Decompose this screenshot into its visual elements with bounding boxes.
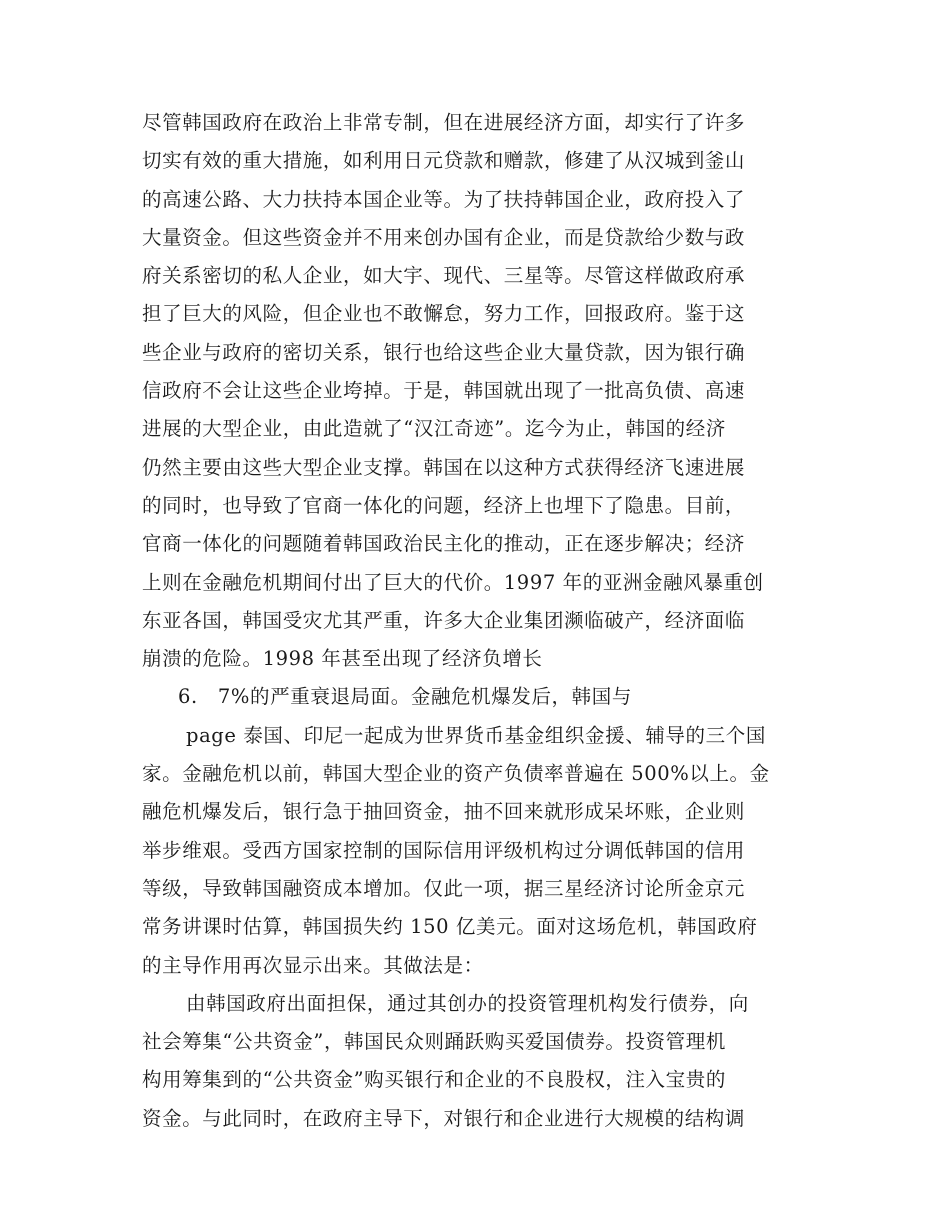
text-line: 等级，导致韩国融资成本增加。仅此一项，据三星经济讨论所金京元 <box>142 876 746 900</box>
text-line: 大量资金。但这些资金并不用来创办国有企业，而是贷款给少数与政 <box>142 225 746 249</box>
text-line: 官商一体化的问题随着韩国政治民主化的推动，正在逐步解决；经济 <box>142 532 746 556</box>
text-line: 举步维艰。受西方国家控制的国际信用评级机构过分调低韩国的信用 <box>142 838 746 862</box>
paragraph-start-line: 由韩国政府出面担保，通过其创办的投资管理机构发行债券，向 <box>186 991 749 1015</box>
numbered-line: 6. 7%的严重衰退局面。金融危机爆发后，韩国与 <box>178 685 632 709</box>
text-line: 崩溃的危险。1998 年甚至出现了经济负增长 <box>142 647 543 671</box>
text-line: 担了巨大的风险，但企业也不敢懈怠，努力工作，回报政府。鉴于这 <box>142 302 746 326</box>
text-line: 家。金融危机以前，韩国大型企业的资产负债率普遍在 500%以上。金 <box>142 762 770 786</box>
text-line: 仍然主要由这些大型企业支撑。韩国在以这种方式获得经济飞速进展 <box>142 455 746 479</box>
text-line: 资金。与此同时，在政府主导下，对银行和企业进行大规模的结构调 <box>142 1106 746 1130</box>
text-line: 构用筹集到的“公共资金”购买银行和企业的不良股权，注入宝贵的 <box>142 1068 726 1092</box>
text-line: 切实有效的重大措施，如利用日元贷款和赠款，修建了从汉城到釜山 <box>142 149 746 173</box>
text-line: 上则在金融危机期间付出了巨大的代价。1997 年的亚洲金融风暴重创 <box>142 570 764 594</box>
text-line: 的高速公路、大力扶持本国企业等。为了扶持韩国企业，政府投入了 <box>142 187 746 211</box>
text-line: 的同时，也导致了官商一体化的问题，经济上也埋下了隐患。目前， <box>142 493 746 517</box>
text-line: 进展的大型企业，由此造就了“汉江奇迹”。迄今为止，韩国的经济 <box>142 417 726 441</box>
text-line: 常务讲课时估算，韩国损失约 150 亿美元。面对这场危机，韩国政府 <box>142 915 758 939</box>
text-line: 社会筹集“公共资金”，韩国民众则踊跃购买爱国债券。投资管理机 <box>142 1030 726 1054</box>
text-line: 信政府不会让这些企业垮掉。于是，韩国就出现了一批高负债、高速 <box>142 379 746 403</box>
text-line: 些企业与政府的密切关系，银行也给这些企业大量贷款，因为银行确 <box>142 340 746 364</box>
body-text <box>142 104 822 1138</box>
text-line: 融危机爆发后，银行急于抽回资金，抽不回来就形成呆坏账，企业则 <box>142 800 746 824</box>
text-line: 府关系密切的私人企业，如大宇、现代、三星等。尽管这样做政府承 <box>142 264 746 288</box>
text-line: page 泰国、印尼一起成为世界货币基金组织金援、辅导的三个国 <box>186 723 766 747</box>
text-line: 尽管韩国政府在政治上非常专制，但在进展经济方面，却实行了许多 <box>142 111 746 134</box>
text-line: 的主导作用再次显示出来。其做法是： <box>142 953 484 977</box>
text-line: 东亚各国，韩国受灾尤其严重，许多大企业集团濒临破产，经济面临 <box>142 608 746 632</box>
